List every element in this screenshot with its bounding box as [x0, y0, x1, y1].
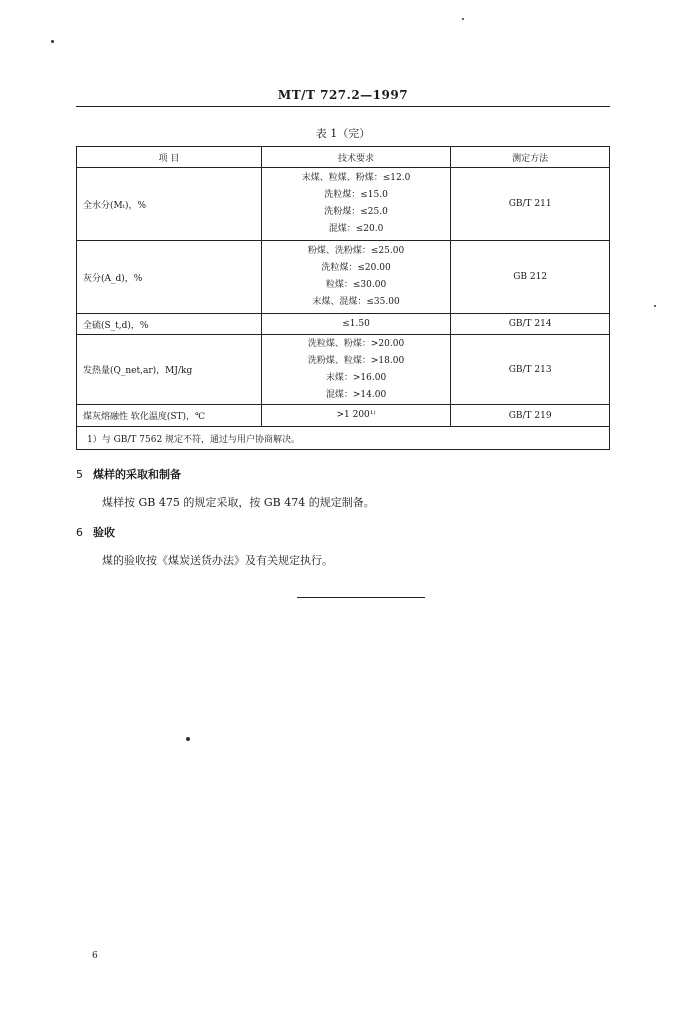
- section-number: 6: [76, 526, 83, 539]
- table-caption: 表 1（完）: [315, 127, 371, 140]
- method-cell: GB 212: [451, 241, 610, 314]
- table-row: [77, 168, 610, 241]
- table-row: [77, 335, 610, 405]
- requirement-line: >1 200¹⁾: [336, 410, 376, 420]
- requirement-line: 洗粒煤、粉煤：>20.00: [307, 338, 405, 349]
- item-cell: 全水分(Mₜ)，%: [77, 168, 262, 241]
- table-row: [77, 405, 610, 427]
- requirement-cell: [261, 335, 450, 405]
- requirement-cell: [261, 168, 450, 241]
- method-cell: GB/T 211: [451, 168, 610, 241]
- requirement-line: 粒煤：≤30.00: [325, 280, 387, 290]
- requirement-line: 粉煤、洗粉煤：≤25.00: [307, 246, 405, 256]
- end-rule: [297, 597, 425, 598]
- page-number: 6: [92, 951, 98, 961]
- table-header-row: [77, 147, 610, 168]
- requirement-cell: [261, 405, 450, 427]
- item-cell: 发热量(Q_net,ar)，MJ/kg: [77, 335, 262, 405]
- section-title: 煤样的采取和制备: [93, 468, 181, 481]
- section-number: 5: [76, 468, 83, 481]
- item-cell: 灰分(A_d)，%: [77, 241, 262, 314]
- column-header-requirement: 技术要求: [261, 147, 450, 168]
- requirement-line: 洗粒煤：≤20.00: [321, 263, 391, 273]
- requirement-line: 末煤、粒煤、粉煤：≤12.0: [301, 173, 411, 183]
- scan-speck: [462, 18, 464, 20]
- column-header-item: 项 目: [77, 147, 262, 168]
- header-rule: [76, 106, 610, 107]
- table-row: [77, 314, 610, 335]
- scan-speck: [654, 305, 656, 307]
- section-5-heading: [76, 466, 181, 482]
- method-cell: GB/T 214: [451, 314, 610, 335]
- spec-table: [76, 146, 610, 450]
- requirement-cell: [261, 241, 450, 314]
- scan-speck: [186, 737, 190, 741]
- standard-code-header: MT/T 727.2—1997: [277, 88, 409, 102]
- section-6-heading: [76, 524, 115, 540]
- table-row: [77, 241, 610, 314]
- requirement-line: 洗粒煤：≤15.0: [324, 190, 388, 200]
- section-5-body: 煤样按 GB 475 的规定采取，按 GB 474 的规定制备。: [102, 496, 375, 509]
- method-cell: GB/T 219: [451, 405, 610, 427]
- requirement-line: 混煤：>14.00: [325, 389, 387, 400]
- requirement-line: 末煤：>16.00: [325, 372, 387, 383]
- requirement-cell: [261, 314, 450, 335]
- table-footnote: 1）与 GB/T 7562 规定不符，通过与用户协商解决。: [77, 427, 610, 450]
- requirement-line: 末煤、混煤：≤35.00: [312, 297, 400, 307]
- table-footnote-row: [77, 427, 610, 450]
- requirement-line: 混煤：≤20.0: [328, 224, 384, 234]
- requirement-line: 洗粉煤：≤25.0: [324, 207, 388, 217]
- requirement-line: 洗粉煤、粒煤：>18.00: [307, 355, 405, 366]
- scan-speck: [51, 40, 54, 43]
- requirement-line: ≤1.50: [342, 318, 370, 329]
- section-title: 验收: [93, 526, 115, 539]
- column-header-method: 测定方法: [451, 147, 610, 168]
- section-6-body: 煤的验收按《煤炭送货办法》及有关规定执行。: [102, 554, 333, 567]
- item-cell: 全硫(S_t,d)，%: [77, 314, 262, 335]
- item-cell: 煤灰熔融性 软化温度(ST)，℃: [77, 405, 262, 427]
- method-cell: GB/T 213: [451, 335, 610, 405]
